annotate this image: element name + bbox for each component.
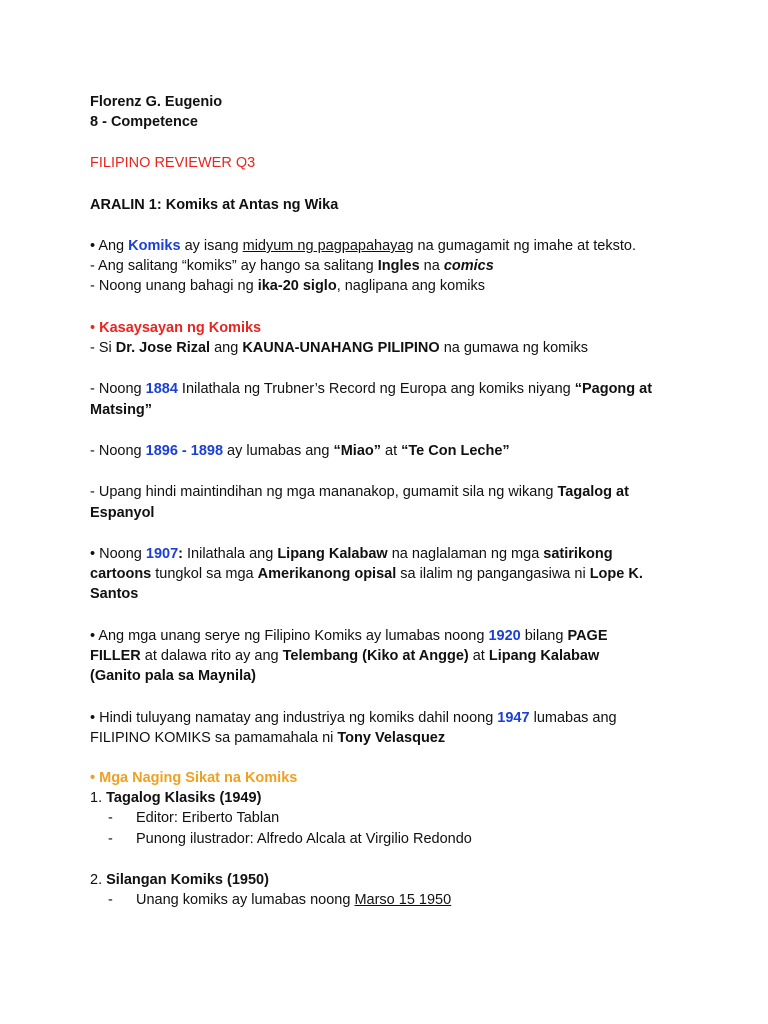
text-run: tungkol sa mga (151, 566, 258, 582)
lesson-heading: ARALIN 1: Komiks at Antas ng Wika (90, 197, 339, 213)
year-1884-line-1 (90, 379, 652, 399)
text-run: - Ang salitang “komiks” ay hango sa salitang (90, 258, 378, 274)
text-run: na (419, 258, 444, 274)
bullet: • (90, 770, 96, 786)
year-1947-line-1 (90, 708, 617, 728)
term-satirikong: satirikong (543, 546, 613, 562)
year-1907-line-1 (90, 544, 613, 564)
text-run: - Upang hindi maintindihan ng mga mananakop, gumamit sila ng wikang (90, 484, 558, 500)
text-run: at (381, 443, 402, 459)
text-run: na gumawa ng komiks (439, 340, 588, 356)
popular-item-2-sub-1 (108, 890, 451, 910)
term-tagalog: Tagalog at (557, 484, 629, 500)
term-page: PAGE (567, 628, 608, 644)
text-run: Noong (99, 546, 146, 562)
rizal-line (90, 338, 588, 358)
sub-text: Editor: Eriberto Tablan (136, 810, 280, 826)
text-run: - Noong (90, 381, 146, 397)
popular-heading (90, 768, 297, 788)
author-section: 8 - Competence (90, 114, 198, 130)
dash: - (108, 831, 113, 847)
term-lipang-kalabaw: Lipang Kalabaw (488, 648, 600, 664)
text-run: , naglipana ang komiks (336, 278, 486, 294)
bullet: • (90, 628, 96, 644)
popular-item-2 (90, 870, 269, 890)
text-run: Hindi tuluyang namatay ang industriya ng komiks dahil noong (99, 710, 498, 726)
text-run: Inilathala ang (182, 546, 278, 562)
item-title: Tagalog Klasiks (1949) (106, 790, 262, 806)
text-run: at (468, 648, 489, 664)
text-run: - Si (90, 340, 116, 356)
text-run: Ang mga unang serye ng Filipino Komiks ay lumabas noong (98, 628, 489, 644)
year-1907-line-3: Santos (90, 586, 139, 602)
bullet: • (90, 238, 96, 254)
text-run: FILIPINO KOMIKS sa pamamahala ni (90, 730, 338, 746)
term-lope: Lope K. (589, 566, 643, 582)
term-lipang-kalabaw: Lipang Kalabaw (277, 546, 388, 562)
sub-text: Punong ilustrador: Alfredo Alcala at Virgilio Redondo (136, 831, 472, 847)
bullet: • (90, 546, 96, 562)
year-1907-line-2 (90, 564, 643, 584)
page-title: FILIPINO REVIEWER Q3 (90, 155, 256, 171)
dash: - (108, 892, 113, 908)
underlined-term: midyum ng pagpapahayag (242, 238, 414, 254)
text-run: ay isang (180, 238, 243, 254)
intro-line-3 (90, 276, 485, 296)
dash: - (108, 810, 113, 826)
text-run: bilang (520, 628, 568, 644)
date-underlined: Marso 15 1950 (354, 892, 452, 908)
history-heading-text: Kasaysayan ng Komiks (99, 320, 262, 336)
term-filler: FILLER (90, 648, 141, 664)
upang-line-2: Espanyol (90, 505, 155, 521)
term-cartoons: cartoons (90, 566, 152, 582)
term-telembang: Telembang (Kiko at Angge) (282, 648, 469, 664)
popular-item-1-sub-1 (108, 808, 279, 828)
item-number: 1. (90, 790, 107, 806)
term-komiks: Komiks (128, 238, 181, 254)
popular-item-1-sub-2 (108, 829, 472, 849)
text-run: Ang (98, 238, 129, 254)
term-rizal: Dr. Jose Rizal (115, 340, 211, 356)
text-run: ang (210, 340, 243, 356)
item-number: 2. (90, 872, 107, 888)
term-te-con-leche: “Te Con Leche” (401, 443, 510, 459)
upang-line-1 (90, 482, 629, 502)
year-1907: 1907 (145, 546, 179, 562)
year-1884-line-2: Matsing” (90, 402, 153, 418)
text-run: at dalawa rito ay ang (140, 648, 283, 664)
term-ingles: Ingles (377, 258, 420, 274)
text-run: : (178, 546, 183, 562)
intro-line-2 (90, 256, 494, 276)
year-1896-1898: 1896 - 1898 (145, 443, 224, 459)
bullet: • (90, 710, 96, 726)
history-heading (90, 318, 261, 338)
text-run: - Noong unang bahagi ng (90, 278, 258, 294)
text-run: - Noong (90, 443, 146, 459)
bullet: • (90, 320, 96, 336)
year-1884: 1884 (145, 381, 178, 397)
term-century: ika-20 siglo (257, 278, 337, 294)
popular-heading-text: Mga Naging Sikat na Komiks (99, 770, 298, 786)
year-1947-line-2 (90, 728, 445, 748)
sub-text: Unang komiks ay lumabas noong (136, 892, 355, 908)
year-1920-line-1 (90, 626, 608, 646)
term-tony-velasquez: Tony Velasquez (337, 730, 446, 746)
term-miao: “Miao” (333, 443, 381, 459)
year-1920: 1920 (488, 628, 521, 644)
text-run: ay lumabas ang (223, 443, 334, 459)
text-run: na gumagamit ng imahe at teksto. (413, 238, 636, 254)
year-1896-line (90, 441, 510, 461)
intro-line-1 (90, 236, 636, 256)
year-1920-line-3: (Ganito pala sa Maynila) (90, 668, 256, 684)
year-1947: 1947 (497, 710, 530, 726)
text-run: sa ilalim ng pangangasiwa ni (396, 566, 590, 582)
term-pagong: “Pagong at (574, 381, 653, 397)
year-1920-line-2 (90, 646, 599, 666)
author-name: Florenz G. Eugenio (90, 94, 223, 110)
item-title: Silangan Komiks (1950) (106, 872, 269, 888)
term-comics: comics (443, 258, 494, 274)
text-run: lumabas ang (529, 710, 617, 726)
term-first-filipino: KAUNA-UNAHANG PILIPINO (242, 340, 440, 356)
popular-item-1 (90, 788, 261, 808)
term-amerikanong-opisal: Amerikanong opisal (257, 566, 397, 582)
text-run: Inilathala ng Trubner’s Record ng Europa ang komiks niyang (177, 381, 575, 397)
text-run: na naglalaman ng mga (387, 546, 544, 562)
